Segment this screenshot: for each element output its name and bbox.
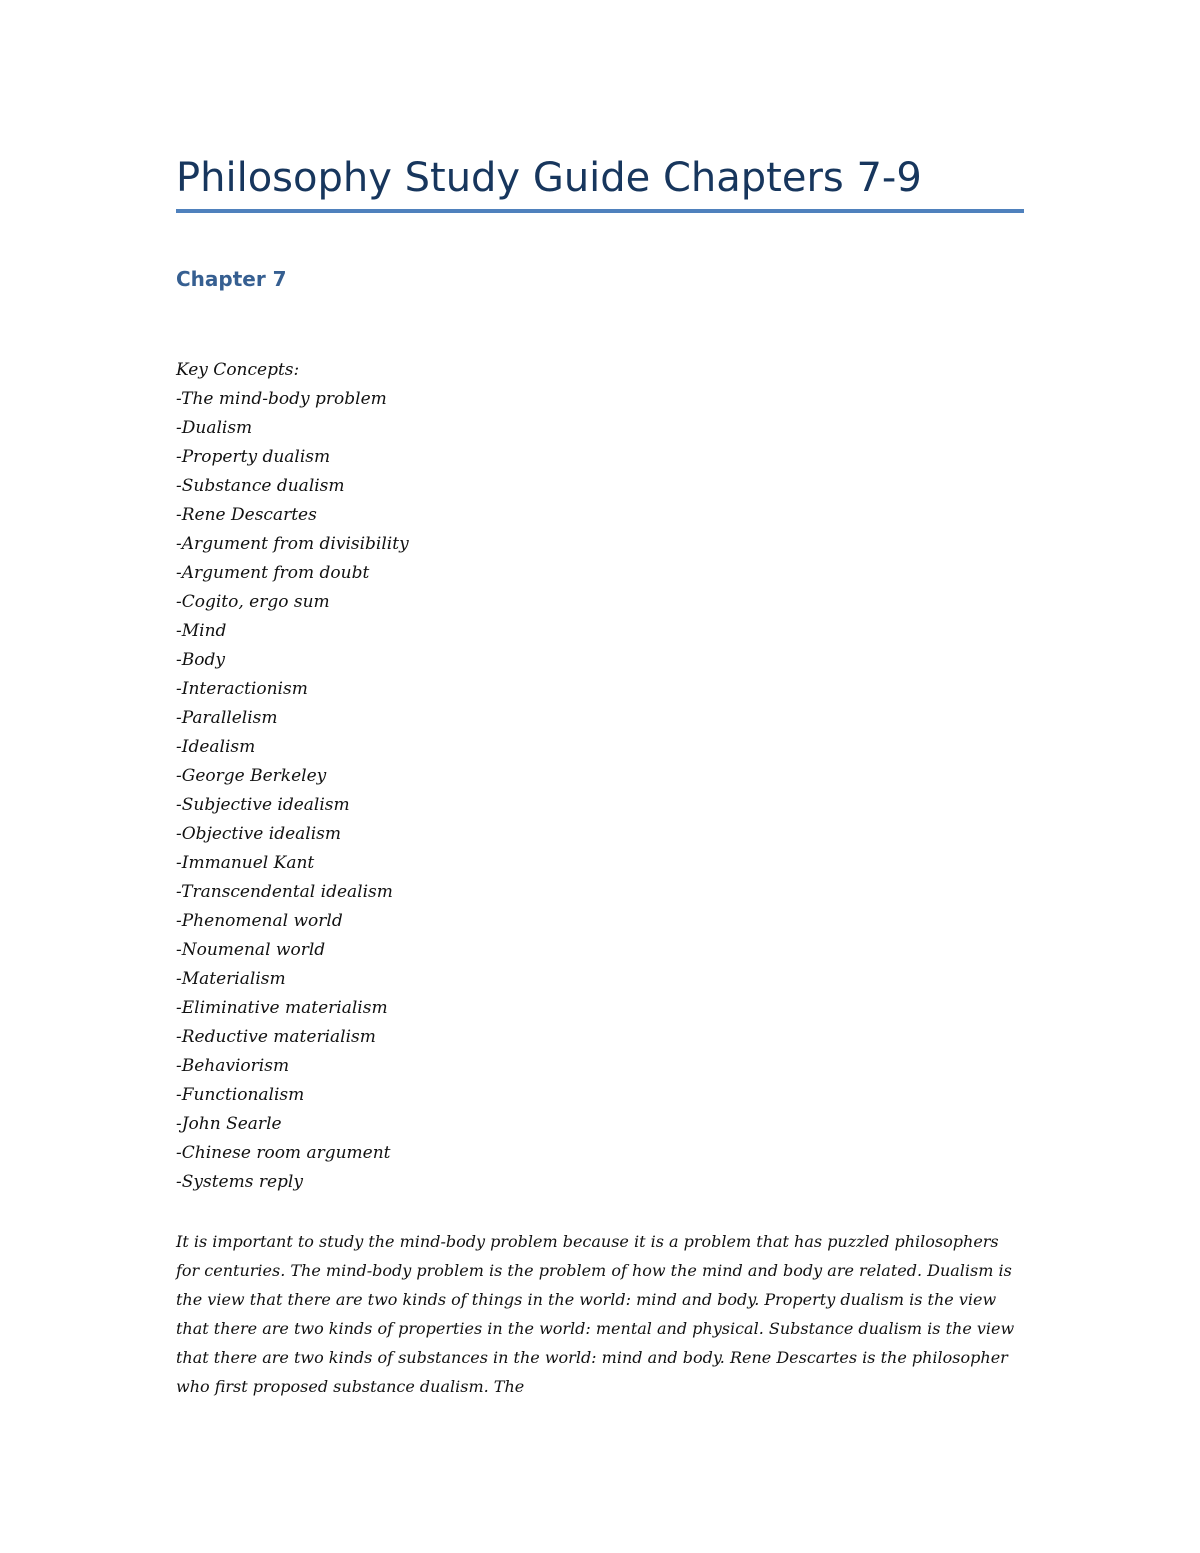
- key-concept-item: -Idealism: [176, 737, 256, 757]
- key-concept-item: -Immanuel Kant: [176, 853, 315, 873]
- key-concept-item: -Interactionism: [176, 679, 308, 699]
- key-concepts-list: [176, 385, 1026, 1197]
- key-concept-item: -Rene Descartes: [176, 505, 317, 525]
- key-concept-item: -Behaviorism: [176, 1056, 290, 1076]
- key-concept-item: -Eliminative materialism: [176, 998, 388, 1018]
- key-concept-item: -Cogito, ergo sum: [176, 592, 330, 612]
- key-concept-item: -Reductive materialism: [176, 1027, 376, 1047]
- chapter-7-heading: Chapter 7: [176, 267, 287, 291]
- key-concept-item: -Subjective idealism: [176, 795, 350, 815]
- key-concept-item: -Body: [176, 650, 225, 670]
- key-concepts-section: [176, 356, 1026, 1197]
- key-concept-item: -Argument from doubt: [176, 563, 370, 583]
- key-concept-item: -Phenomenal world: [176, 911, 343, 931]
- key-concept-item: -Chinese room argument: [176, 1143, 391, 1163]
- document-title: Philosophy Study Guide Chapters 7-9: [176, 155, 922, 201]
- key-concept-item: -Materialism: [176, 969, 286, 989]
- key-concept-item: -The mind-body problem: [176, 389, 387, 409]
- key-concept-item: -Mind: [176, 621, 227, 641]
- chapter-7-paragraph: It is important to study the mind-body problem because it is a problem that has puzzled philosophers for centuries. The mind-body problem is the problem of how the mind and body are related. Dualism is the view that there are two kinds of things in the world: mind and body. Property dualism is the view that there are two kinds of properties in the world: mental and physical. Substance dualism is the view that there are two kinds of substances in the world: mind and body. Rene Descartes is the philosopher who first proposed substance dualism. The: [176, 1232, 1015, 1396]
- key-concept-item: -Objective idealism: [176, 824, 341, 844]
- key-concept-item: -Property dualism: [176, 447, 331, 467]
- key-concept-item: -Substance dualism: [176, 476, 345, 496]
- key-concept-item: -Functionalism: [176, 1085, 305, 1105]
- key-concept-item: -Transcendental idealism: [176, 882, 393, 902]
- key-concept-item: -John Searle: [176, 1114, 282, 1134]
- key-concept-item: -Dualism: [176, 418, 253, 438]
- title-underline-rule: [176, 209, 1024, 213]
- key-concepts-label: Key Concepts:: [176, 360, 300, 380]
- key-concept-item: -Parallelism: [176, 708, 278, 728]
- key-concept-item: -Noumenal world: [176, 940, 326, 960]
- key-concept-item: -Argument from divisibility: [176, 534, 409, 554]
- key-concept-item: -Systems reply: [176, 1172, 303, 1192]
- key-concept-item: -George Berkeley: [176, 766, 327, 786]
